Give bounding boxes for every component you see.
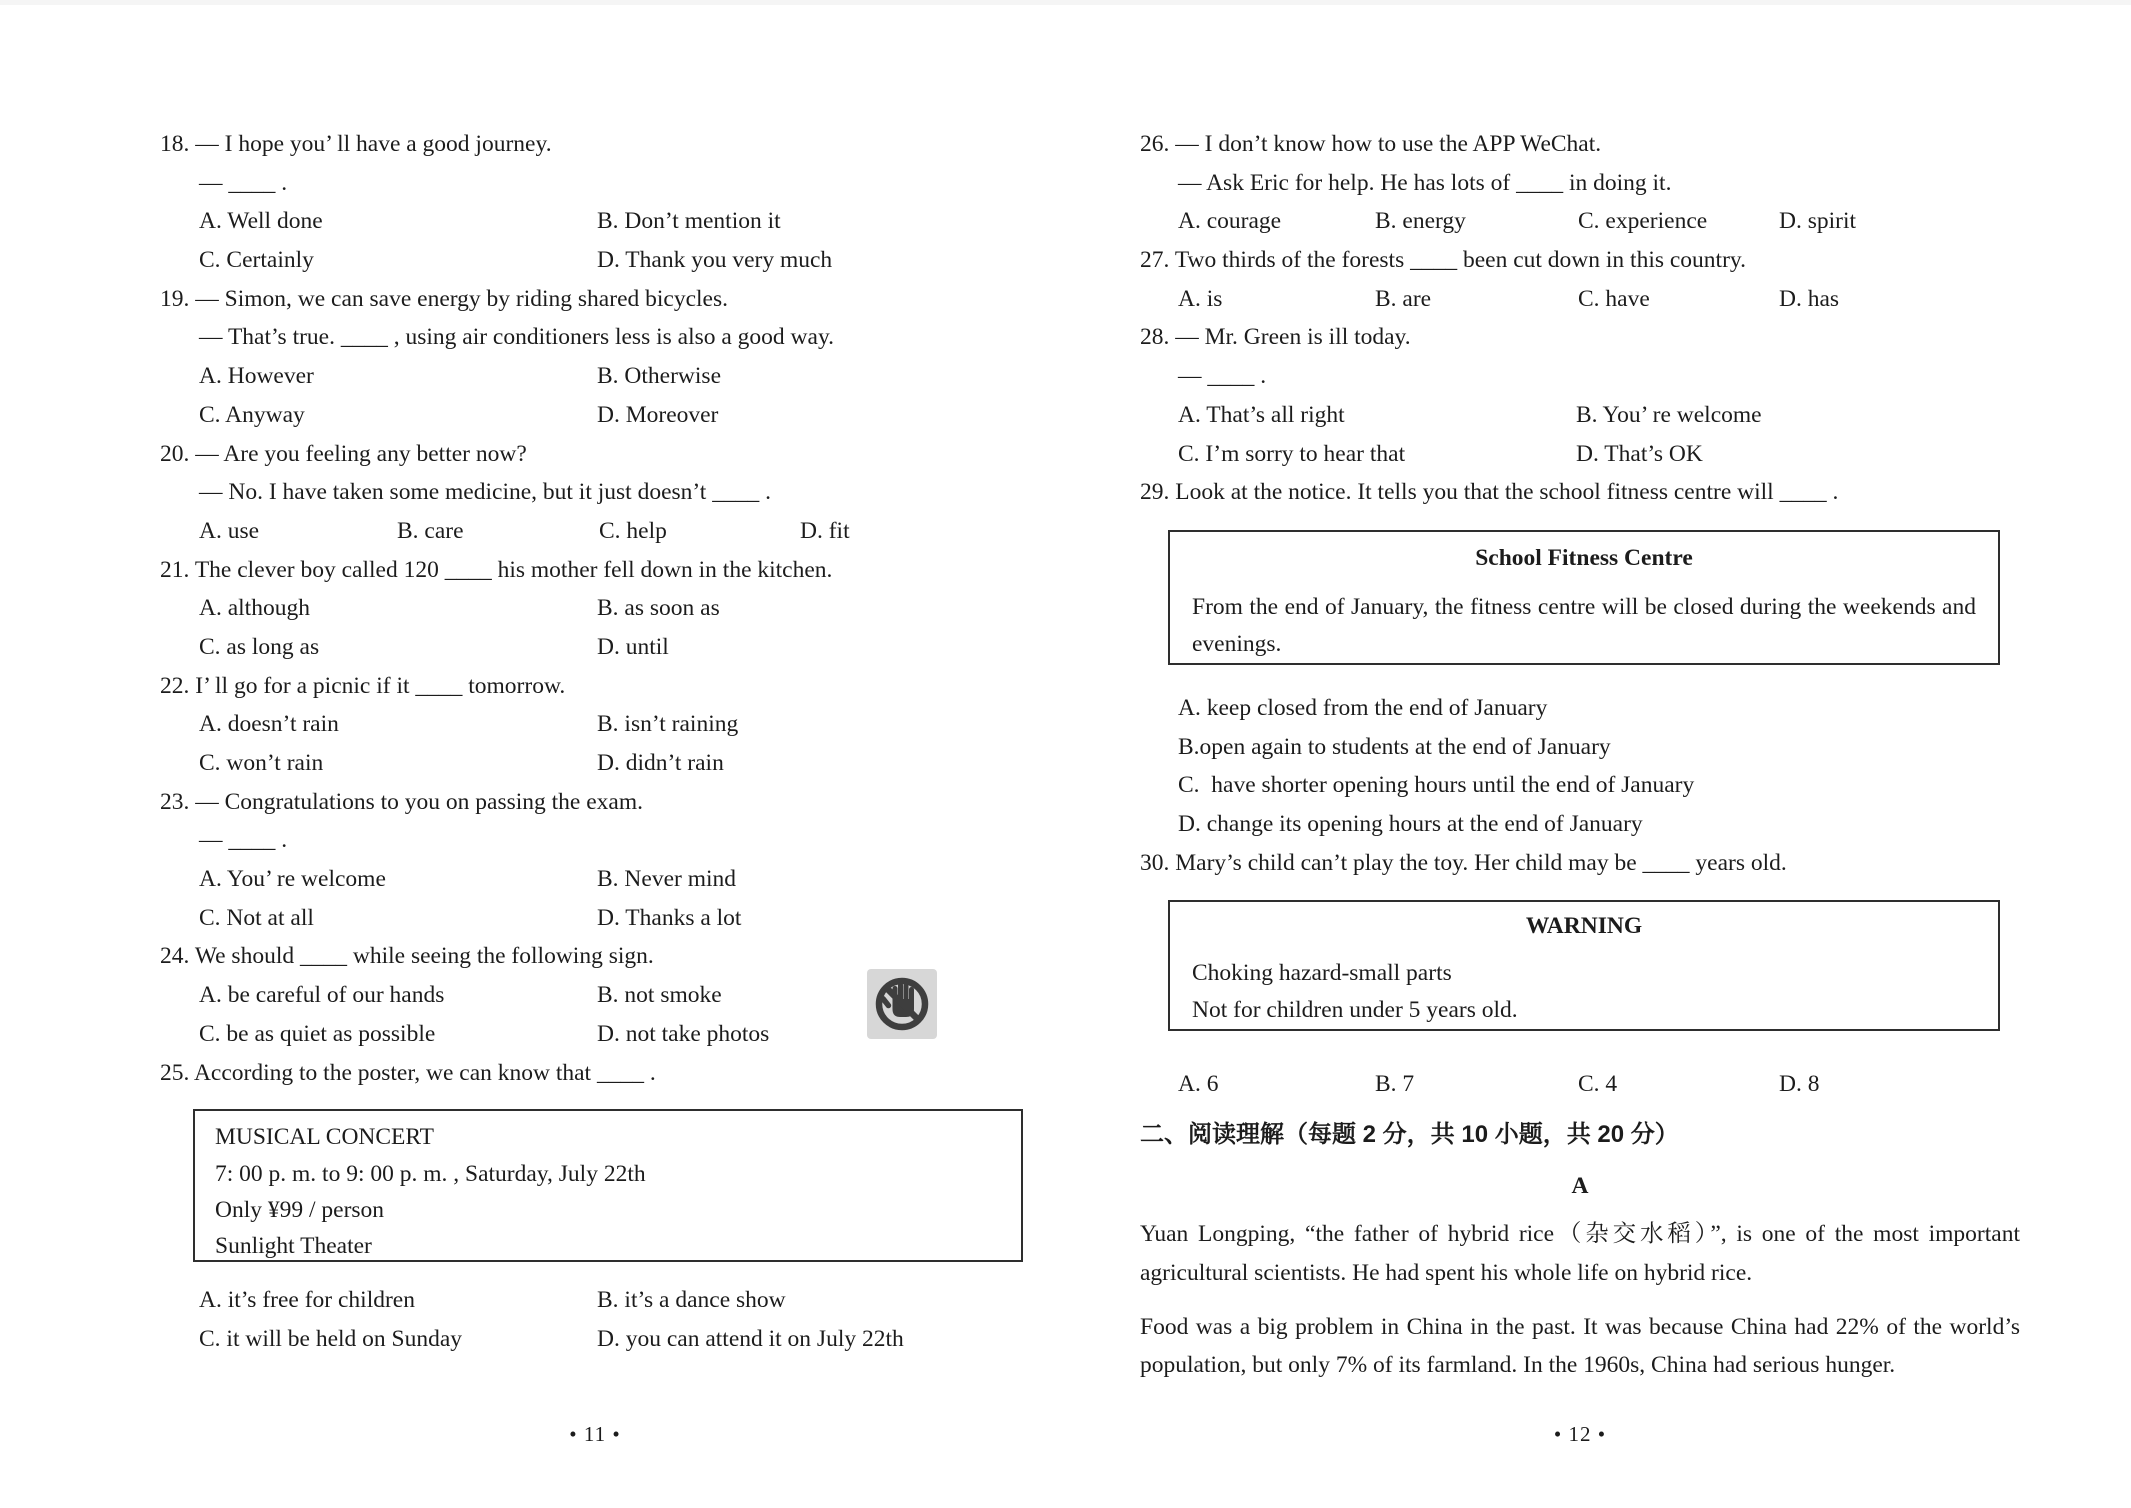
question-18-line-1: 18. — I hope you’ ll have a good journey. — [160, 131, 552, 157]
question-20-line-2: — No. I have taken some medicine, but it just doesn’t ____ . — [199, 479, 771, 506]
question-26-option-b: B. energy — [1375, 208, 1466, 235]
question-30-options — [1140, 1065, 2020, 1104]
question-20-option-d: D. fit — [800, 517, 850, 544]
question-28-line-2: — ____ . — [1178, 363, 1267, 390]
question-25-options-ab — [160, 1281, 1030, 1320]
question-30-line-1: 30. Mary’s child can’t play the toy. Her child may be ____ years old. — [1140, 849, 1787, 876]
question-25-options-cd — [160, 1320, 1030, 1359]
poster-time: 7: 00 p. m. to 9: 00 p. m. , Saturday, July 22th — [215, 1160, 646, 1187]
warning-line-1: Choking hazard-small parts — [1192, 960, 1452, 987]
question-26-line-2: — Ask Eric for help. He has lots of ____ in doing it. — [1178, 169, 1672, 196]
poster-title: MUSICAL CONCERT — [215, 1124, 435, 1151]
question-20-option-b: B. care — [397, 517, 464, 544]
question-28-option-c: C. I’m sorry to hear that — [1178, 440, 1406, 467]
question-18-options-ab — [160, 202, 1030, 241]
question-23-option-c: C. Not at all — [199, 904, 314, 931]
section-2-header: 二、阅读理解（每题 2 分，共 10 小题，共 20 分） — [1140, 1121, 1679, 1148]
question-30-option-c: C. 4 — [1578, 1071, 1618, 1098]
page-number-12: • 12 • — [1553, 1422, 1607, 1446]
question-22-option-d: D. didn’t rain — [597, 750, 724, 776]
question-29-line-1: 29. Look at the notice. It tells you that the school fitness centre will ____ . — [1140, 479, 1839, 506]
poster-venue: Sunlight Theater — [215, 1233, 372, 1260]
exam-page-12 — [1140, 125, 2020, 1385]
question-29-option-c: C. have shorter opening hours until the end of January — [1178, 772, 1695, 799]
question-23-option-a: A. You’ re welcome — [199, 866, 386, 893]
question-24-line-1: 24. We should ____ while seeing the following sign. — [160, 943, 654, 970]
notice-body: From the end of January, the fitness centre will be closed during the weekends and evenings. — [1192, 593, 1976, 657]
question-22-option-b: B. isn’t raining — [597, 711, 739, 738]
question-23-option-b: B. Never mind — [597, 866, 737, 893]
question-25-line-1: 25. According to the poster, we can know that ____ . — [160, 1059, 656, 1086]
question-19-options-ab — [160, 357, 1030, 396]
question-25-option-b: B. it’s a dance show — [597, 1287, 786, 1314]
musical-concert-poster — [193, 1109, 1023, 1262]
question-29-option-b: B.open again to students at the end of January — [1178, 733, 1611, 760]
no-touching-sign-icon — [867, 969, 937, 1039]
page-number-11: • 11 • — [569, 1422, 621, 1446]
question-28-options-cd — [1140, 435, 2020, 474]
question-26-line-1: 26. — I don’t know how to use the APP WeChat. — [1140, 131, 1602, 157]
passage-paragraph-2: Food was a big problem in China in the past. It was because China had 22% of the world’s population, but only 7% of its farmland. In the 1960s, China had serious hunger. — [1140, 1313, 2020, 1379]
exam-page-11 — [160, 125, 1030, 1359]
question-20-line-1: 20. — Are you feeling any better now? — [160, 440, 527, 467]
question-25-option-c: C. it will be held on Sunday — [199, 1325, 463, 1352]
question-27-options — [1140, 280, 2020, 319]
question-24-option-d: D. not take photos — [597, 1020, 770, 1047]
question-19-line-1: 19. — Simon, we can save energy by riding shared bicycles. — [160, 285, 728, 312]
question-22-line-1: 22. I’ ll go for a picnic if it ____ tomorrow. — [160, 672, 566, 699]
warning-title: WARNING — [1525, 913, 1643, 940]
question-20-option-c: C. help — [599, 517, 667, 544]
question-28-option-d: D. That’s OK — [1576, 440, 1703, 467]
question-27-option-b: B. are — [1375, 285, 1432, 312]
question-29-option-a: A. keep closed from the end of January — [1178, 694, 1548, 721]
question-30-option-a: A. 6 — [1178, 1071, 1219, 1098]
question-23-options-cd — [160, 899, 1030, 938]
question-18-option-b: B. Don’t mention it — [597, 208, 781, 235]
question-28-line-1: 28. — Mr. Green is ill today. — [1140, 324, 1411, 351]
poster-price: Only ¥99 / person — [215, 1196, 385, 1223]
question-27-line-1: 27. Two thirds of the forests ____ been cut down in this country. — [1140, 247, 1747, 274]
passage-paragraph-1: Yuan Longping, “the father of hybrid rice（杂交水稻）”, is one of the most important agricultural scientists. He had spent his whole life on hybrid rice. — [1140, 1221, 2020, 1287]
question-23-line-1: 23. — Congratulations to you on passing the exam. — [160, 788, 644, 815]
question-18-option-c: C. Certainly — [199, 247, 314, 274]
question-21-line-1: 21. The clever boy called 120 ____ his mother fell down in the kitchen. — [160, 556, 833, 583]
school-fitness-centre-notice — [1168, 530, 2000, 665]
question-25-option-d: D. you can attend it on July 22th — [597, 1325, 904, 1352]
question-22-options-ab — [160, 705, 1030, 744]
passage-a-label: A — [1571, 1172, 1589, 1199]
question-19-option-d: D. Moreover — [597, 401, 719, 428]
question-30-option-d: D. 8 — [1779, 1071, 1820, 1098]
question-28-options-ab — [1140, 396, 2020, 435]
question-21-options-ab — [160, 589, 1030, 628]
question-21-option-b: B. as soon as — [597, 595, 720, 622]
notice-title: School Fitness Centre — [1475, 544, 1693, 571]
question-27-option-c: C. have — [1578, 285, 1650, 312]
question-19-line-2: — That’s true. ____ , using air conditioners less is also a good way. — [199, 324, 835, 351]
question-21-option-c: C. as long as — [199, 633, 320, 660]
question-18-options-cd — [160, 241, 1030, 280]
question-23-option-d: D. Thanks a lot — [597, 904, 742, 931]
question-26-option-c: C. experience — [1578, 208, 1708, 235]
question-19-option-b: B. Otherwise — [597, 363, 722, 390]
question-28-option-b: B. You’ re welcome — [1576, 401, 1762, 428]
scan-top-edge — [0, 0, 2131, 5]
question-20-options — [160, 512, 1030, 551]
question-28-option-a: A. That’s all right — [1178, 401, 1345, 428]
question-23-options-ab — [160, 860, 1030, 899]
question-24-option-c: C. be as quiet as possible — [199, 1020, 436, 1047]
question-22-option-a: A. doesn’t rain — [199, 711, 339, 738]
question-22-options-cd — [160, 744, 1030, 783]
question-27-option-a: A. is — [1178, 285, 1223, 312]
question-18-option-a: A. Well done — [199, 208, 323, 235]
question-23-line-2: — ____ . — [199, 827, 288, 854]
question-24-option-b: B. not smoke — [597, 982, 722, 1009]
warning-line-2: Not for children under 5 years old. — [1192, 996, 1518, 1023]
question-22-option-c: C. won’t rain — [199, 750, 324, 776]
question-26-options — [1140, 202, 2020, 241]
question-18-line-2: — ____ . — [199, 169, 288, 196]
question-19-option-c: C. Anyway — [199, 401, 305, 428]
question-21-option-a: A. although — [199, 595, 310, 622]
question-25-option-a: A. it’s free for children — [199, 1287, 415, 1314]
question-20-option-a: A. use — [199, 517, 260, 544]
question-24-option-a: A. be careful of our hands — [199, 982, 445, 1009]
question-21-options-cd — [160, 628, 1030, 667]
question-26-option-a: A. courage — [1178, 208, 1282, 235]
question-18-option-d: D. Thank you very much — [597, 247, 833, 274]
question-27-option-d: D. has — [1779, 285, 1840, 312]
question-21-option-d: D. until — [597, 633, 669, 660]
toy-warning-label — [1168, 900, 2000, 1031]
question-19-option-a: A. However — [199, 363, 314, 390]
question-30-option-b: B. 7 — [1375, 1071, 1415, 1098]
question-26-option-d: D. spirit — [1779, 208, 1857, 235]
question-19-options-cd — [160, 396, 1030, 435]
question-29-option-d: D. change its opening hours at the end of January — [1178, 810, 1643, 837]
